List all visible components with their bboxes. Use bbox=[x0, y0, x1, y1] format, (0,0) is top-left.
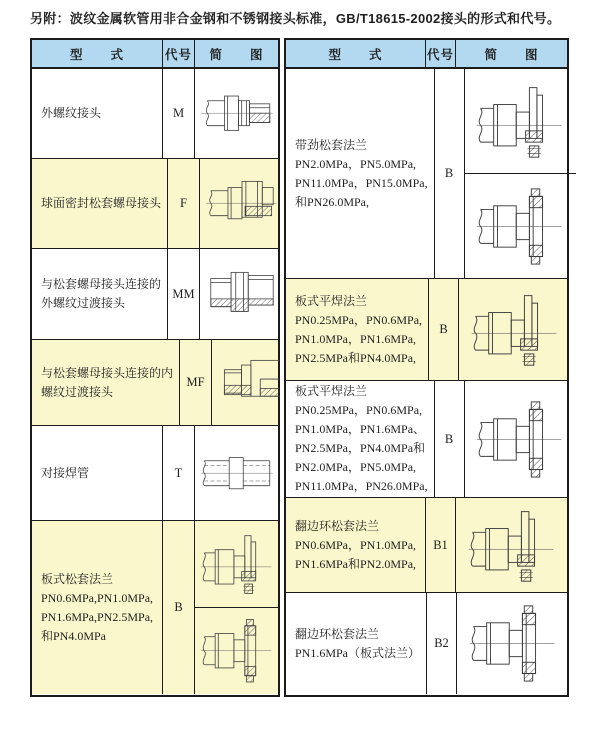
table-row bbox=[32, 520, 278, 694]
type-text-line: 螺纹过渡接头 bbox=[41, 384, 114, 399]
type-text-line: 带劲松套法兰 bbox=[295, 137, 368, 152]
type-text-line: PN2.0MPa，PN5.0MPa, bbox=[295, 156, 417, 171]
row-type-text bbox=[32, 521, 162, 694]
type-text-line: 与松套螺母接头连接的 bbox=[41, 277, 162, 291]
diagram-cell bbox=[464, 69, 576, 278]
type-text-line: PN0.25MPa，PN0.6MPa, bbox=[295, 312, 423, 327]
type-text-line: PN1.6MPa（板式法兰） bbox=[295, 645, 421, 660]
row-code: MM bbox=[167, 249, 199, 339]
column-header-type: 型 式 bbox=[328, 47, 383, 62]
row-code: B1 bbox=[425, 498, 455, 592]
diagram-cell bbox=[464, 381, 576, 497]
table-row bbox=[32, 248, 278, 339]
type-text-line: PN1.0MPa，PN1.6MPa、 bbox=[295, 422, 426, 436]
row-code: B bbox=[434, 69, 464, 278]
type-text-line: PN2.0MPa，PN5.0MPa, bbox=[295, 460, 417, 474]
right-table-half bbox=[284, 38, 569, 697]
row-type-text bbox=[286, 279, 428, 380]
row-code: B bbox=[162, 521, 194, 694]
row-code: MF bbox=[179, 340, 211, 425]
type-text-line: 对接焊管 bbox=[41, 465, 90, 480]
diagram-flange-plate-up bbox=[465, 69, 576, 173]
type-text-line: 和PN4.0MPa bbox=[41, 628, 107, 643]
diagram-cell bbox=[458, 279, 570, 380]
type-text-line: 板式平焊法兰 bbox=[295, 384, 368, 398]
diagram-flange-collar-sym bbox=[465, 173, 576, 278]
row-type-text bbox=[32, 426, 162, 520]
table-row bbox=[32, 68, 278, 158]
table-row bbox=[32, 158, 278, 248]
type-text-line: PN2.5MPa，PN4.0MPa和 bbox=[295, 441, 426, 455]
row-type-text bbox=[286, 593, 426, 694]
type-text-line: PN0.6MPa，PN1.0MPa, bbox=[295, 537, 417, 552]
diagram-cell bbox=[194, 521, 278, 694]
left-header-row bbox=[32, 40, 278, 68]
diagram-flange-plate-up bbox=[459, 279, 570, 380]
page-title: 另附：波纹金属软管用非合金钢和不锈钢接头标准，GB/T18615-2002接头的形式和代号。 bbox=[30, 11, 561, 26]
type-text-line: 与松套螺母接头连接的内 bbox=[41, 365, 174, 380]
type-text-line: 球面密封松套螺母接头 bbox=[41, 196, 162, 210]
column-header-type: 型 式 bbox=[69, 47, 124, 62]
type-text-line: PN0.6MPa,PN1.0MPa, bbox=[41, 590, 154, 605]
type-text-line: PN1.6MPa和PN2.0MPa, bbox=[295, 556, 417, 571]
type-text-line: 和PN26.0MPa, bbox=[295, 194, 370, 209]
type-text-line: 板式松套法兰 bbox=[41, 571, 114, 586]
diagram-cell bbox=[455, 498, 567, 592]
row-type-text bbox=[32, 249, 167, 339]
row-code: M bbox=[162, 69, 194, 158]
diagram-hose-male-thread-joint bbox=[195, 69, 278, 158]
row-type-text bbox=[286, 498, 425, 592]
type-text-line: 翻边环松套法兰 bbox=[295, 518, 380, 533]
diagram-flange-plate-up bbox=[456, 498, 567, 592]
table-row bbox=[286, 380, 567, 497]
diagram-male-male-adapter bbox=[200, 249, 283, 339]
type-text-line: PN11.0MPa，PN26.0MPa, bbox=[295, 479, 428, 493]
table-row bbox=[286, 278, 567, 380]
type-text-line: 外螺纹接头 bbox=[41, 106, 102, 120]
row-code: T bbox=[162, 426, 194, 520]
diagram-flange-collar-sym bbox=[465, 381, 576, 497]
joint-types-table bbox=[30, 38, 569, 697]
table-row bbox=[32, 425, 278, 520]
diagram-butt-weld-pipe bbox=[195, 426, 278, 520]
column-header-code: 代号 bbox=[425, 40, 455, 67]
diagram-flange-plate-up bbox=[195, 521, 278, 607]
type-text-line: PN1.0MPa，PN1.6MPa, bbox=[295, 331, 417, 346]
right-header-row bbox=[286, 40, 567, 68]
type-text-line: PN2.5MPa和PN4.0MPa, bbox=[295, 350, 417, 365]
row-code: B bbox=[434, 381, 464, 497]
diagram-cell bbox=[194, 69, 278, 158]
row-code: B2 bbox=[426, 593, 456, 694]
diagram-hose-union-nut-joint bbox=[200, 159, 283, 248]
column-header-code: 代号 bbox=[162, 40, 194, 67]
type-text-line: PN11.0MPa，PN15.0MPa, bbox=[295, 175, 428, 190]
diagram-cell bbox=[456, 593, 568, 694]
left-table-half bbox=[30, 38, 280, 697]
row-code: B bbox=[428, 279, 458, 380]
row-type-text bbox=[32, 159, 167, 248]
diagram-cell bbox=[199, 159, 283, 248]
row-type-text bbox=[32, 69, 162, 158]
table-row bbox=[286, 68, 567, 278]
row-type-text bbox=[32, 340, 179, 425]
diagram-cell bbox=[199, 249, 283, 339]
table-row bbox=[32, 339, 278, 425]
type-text-line: 外螺纹过渡接头 bbox=[41, 296, 126, 310]
column-header-diagram: 简 图 bbox=[194, 40, 278, 67]
table-row bbox=[286, 592, 567, 694]
column-header-diagram: 简 图 bbox=[455, 40, 567, 67]
row-type-text bbox=[286, 381, 434, 497]
type-text-line: PN1.6MPa,PN2.5MPa, bbox=[41, 609, 154, 624]
type-text-line: PN0.25MPa，PN0.6MPa, bbox=[295, 403, 423, 417]
row-code: F bbox=[167, 159, 199, 248]
type-text-line: 板式平焊法兰 bbox=[295, 293, 368, 308]
table-row bbox=[286, 497, 567, 592]
diagram-cell bbox=[194, 426, 278, 520]
diagram-flange-collar-sym bbox=[457, 593, 568, 694]
type-text-line: 翻边环松套法兰 bbox=[295, 626, 380, 641]
row-type-text bbox=[286, 69, 434, 278]
diagram-flange-collar-sym bbox=[195, 607, 278, 694]
